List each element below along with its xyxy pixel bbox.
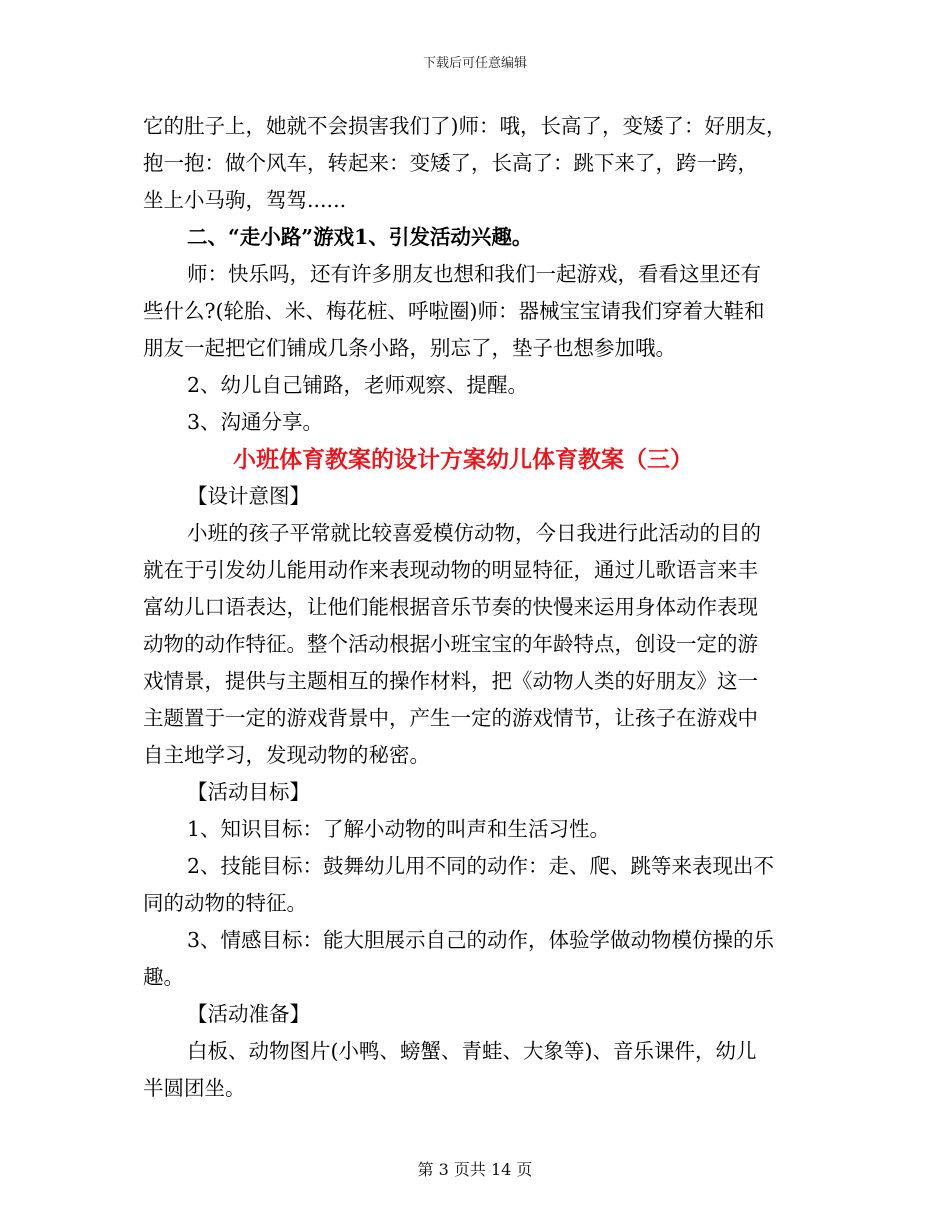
text-line: 抱一抱：做个风车，转起来：变矮了，长高了：跳下来了，跨一跨， xyxy=(143,151,758,175)
text-line: 些什么?(轮胎、米、梅花桩、呼啦圈)师：器械宝宝请我们穿着大鞋和 xyxy=(143,299,765,323)
text-line: 戏情景，提供与主题相互的操作材料，把《动物人类的好朋友》这一 xyxy=(143,669,758,693)
text-line: 就在于引发幼儿能用动作来表现动物的明显特征，通过儿歌语言来丰 xyxy=(143,558,758,582)
text-line: 动物的动作特征。整个活动根据小班宝宝的年龄特点，创设一定的游 xyxy=(143,632,758,656)
text-line: 自主地学习，发现动物的秘密。 xyxy=(143,743,430,767)
text-line: 师：快乐吗，还有许多朋友也想和我们一起游戏，看看这里还有 xyxy=(187,262,761,286)
text-line: 【活动目标】 xyxy=(187,780,310,804)
text-line: 主题置于一定的游戏背景中，产生一定的游戏情节，让孩子在游戏中 xyxy=(143,706,758,730)
text-line: 2、技能目标：鼓舞幼儿用不同的动作：走、爬、跳等来表现出不 xyxy=(187,854,775,878)
text-line: 【设计意图】 xyxy=(187,484,310,508)
text-line: 二、“走小路”游戏1、引发活动兴趣。 xyxy=(187,225,533,249)
text-line: 白板、动物图片(小鸭、螃蟹、青蛙、大象等)、音乐课件，幼儿 xyxy=(187,1039,757,1063)
text-line: 它的肚子上，她就不会损害我们了)师：哦，长高了，变矮了：好朋友， xyxy=(143,114,787,138)
text-line: 小班的孩子平常就比较喜爱模仿动物，今日我进行此活动的目的 xyxy=(187,521,761,545)
text-line: 富幼儿口语表达，让他们能根据音乐节奏的快慢来运用身体动作表现 xyxy=(143,595,758,619)
text-line: 【活动准备】 xyxy=(187,1002,310,1026)
text-line: 趣。 xyxy=(143,965,184,989)
text-line: 同的动物的特征。 xyxy=(143,891,307,915)
page-header: 下载后可任意编辑 xyxy=(422,56,527,71)
text-line: 半圆团坐。 xyxy=(143,1076,246,1100)
document-body xyxy=(143,108,813,1107)
text-line: 3、沟通分享。 xyxy=(187,410,324,434)
text-line: 1、知识目标：了解小动物的叫声和生活习性。 xyxy=(187,817,611,841)
text-line: 朋友一起把它们铺成几条小路，别忘了，垫子也想参加哦。 xyxy=(143,336,676,360)
text-line: 坐上小马驹，驾驾...... xyxy=(143,188,347,212)
section-title: 小班体育教案的设计方案幼儿体育教案（三） xyxy=(233,446,693,473)
text-line: 2、幼儿自己铺路，老师观察、提醒。 xyxy=(187,373,529,397)
paragraph-block-1 xyxy=(143,108,813,441)
page-footer: 第 3 页共 14 页 xyxy=(417,1160,533,1179)
paragraph-block-2 xyxy=(143,478,813,1107)
text-line: 3、情感目标：能大胆展示自己的动作，体验学做动物模仿操的乐 xyxy=(187,928,775,952)
